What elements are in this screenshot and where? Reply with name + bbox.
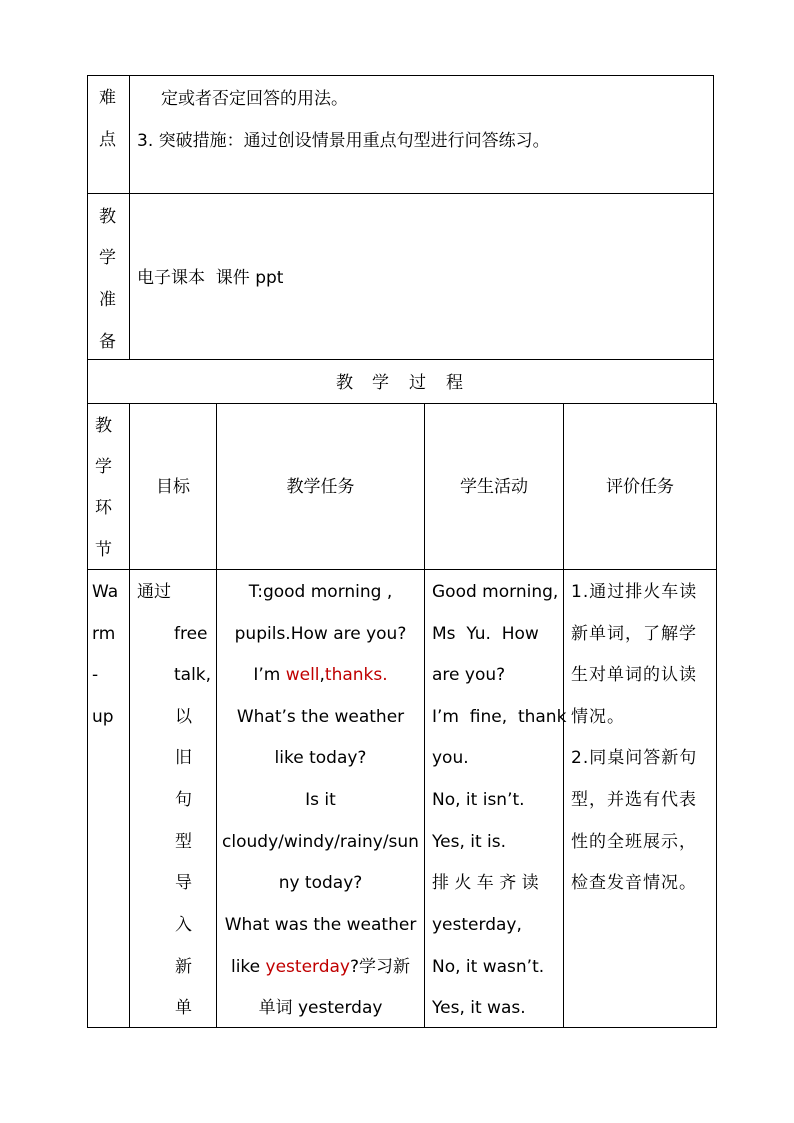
- evaluation-line: 生对单词的认读: [571, 665, 697, 685]
- header-stage-char: 节: [95, 540, 112, 560]
- process-table-top-border: [87, 403, 717, 404]
- process-table-col-divider: [716, 403, 717, 1028]
- top-table-row-divider: [87, 193, 714, 194]
- header-stage-char: 教: [95, 416, 112, 436]
- student-line: Yes, it was.: [432, 998, 526, 1018]
- goal-line: 单: [175, 998, 192, 1018]
- stage-line: up: [92, 707, 114, 727]
- evaluation-line: 2.同桌问答新句: [571, 748, 698, 768]
- preparation-content: 电子课本 课件 ppt: [137, 268, 284, 288]
- evaluation-line: 1.通过排火车读: [571, 582, 698, 602]
- evaluation-line: 型，并选有代表: [571, 790, 697, 810]
- student-line: No, it isn’t.: [432, 790, 525, 810]
- label-char: 备: [99, 332, 116, 352]
- evaluation-line: 情况。: [571, 707, 625, 727]
- task-line: What was the weather: [224, 915, 417, 935]
- header-goal: 目标: [156, 477, 190, 497]
- process-table-header-divider: [87, 569, 717, 570]
- label-char: 学: [99, 248, 116, 268]
- top-table-label-divider: [129, 75, 130, 360]
- stage-line: -: [92, 665, 99, 685]
- goal-line: 型: [175, 832, 192, 852]
- goal-line: 通过: [137, 582, 171, 602]
- goal-line: 新: [175, 957, 192, 977]
- header-task: 教学任务: [286, 477, 355, 497]
- label-char: 教: [99, 207, 116, 227]
- task-line: ny today?: [278, 873, 363, 893]
- goal-line: 导: [175, 873, 192, 893]
- student-line: yesterday,: [432, 915, 522, 935]
- difficulty-text-line: 定或者否定回答的用法。: [161, 89, 348, 109]
- top-table-row-divider: [87, 359, 714, 360]
- task-line: T:good morning ,: [248, 582, 393, 602]
- student-line: Good morning,: [432, 582, 559, 602]
- label-char: 难: [99, 88, 116, 108]
- task-line: like yesterday?学习新: [230, 957, 411, 977]
- student-line: are you?: [432, 665, 506, 685]
- task-line: like today?: [274, 748, 367, 768]
- task-line: pupils.How are you?: [234, 624, 407, 644]
- student-line: 排 火 车 齐 读: [432, 873, 539, 893]
- student-line: you.: [432, 748, 469, 768]
- header-student: 学生活动: [460, 477, 528, 497]
- header-stage-char: 学: [95, 457, 112, 477]
- stage-line: rm: [92, 624, 116, 644]
- process-table-col-divider: [87, 403, 88, 1028]
- task-line: What’s the weather: [236, 707, 405, 727]
- student-line: No, it wasn’t.: [432, 957, 545, 977]
- goal-line: 句: [175, 790, 192, 810]
- goal-line: 以: [175, 707, 192, 727]
- process-header-char: 教: [336, 373, 353, 393]
- student-line: I’m fine, thank: [432, 707, 567, 727]
- top-table-top-border: [87, 75, 714, 76]
- goal-line: free: [174, 624, 208, 644]
- difficulty-text-line: 3. 突破措施：通过创设情景用重点句型进行问答练习。: [137, 131, 550, 151]
- process-header-char: 程: [446, 373, 463, 393]
- process-header-char: 过: [409, 373, 426, 393]
- evaluation-line: 新单词，了解学: [571, 624, 697, 644]
- label-char: 点: [99, 130, 116, 150]
- evaluation-line: 性的全班展示，: [571, 832, 697, 852]
- task-line: 单词 yesterday: [258, 998, 383, 1018]
- evaluation-line: 检查发音情况。: [571, 873, 697, 893]
- header-stage-char: 环: [95, 498, 112, 518]
- task-line: I’m well,thanks.: [253, 665, 388, 685]
- goal-line: 入: [175, 915, 192, 935]
- process-header-char: 学: [372, 373, 389, 393]
- process-table-bottom-border: [87, 1027, 717, 1028]
- goal-line: 旧: [175, 748, 192, 768]
- stage-line: Wa: [92, 582, 119, 602]
- top-table-right-border: [713, 75, 714, 403]
- task-line: Is it: [305, 790, 336, 810]
- header-evaluation: 评价任务: [606, 477, 674, 497]
- goal-line: talk,: [174, 665, 212, 685]
- top-table-left-border: [87, 75, 88, 403]
- label-char: 准: [99, 290, 116, 310]
- task-line: cloudy/windy/rainy/sun: [222, 832, 419, 852]
- student-line: Ms Yu. How: [432, 624, 539, 644]
- student-line: Yes, it is.: [432, 832, 507, 852]
